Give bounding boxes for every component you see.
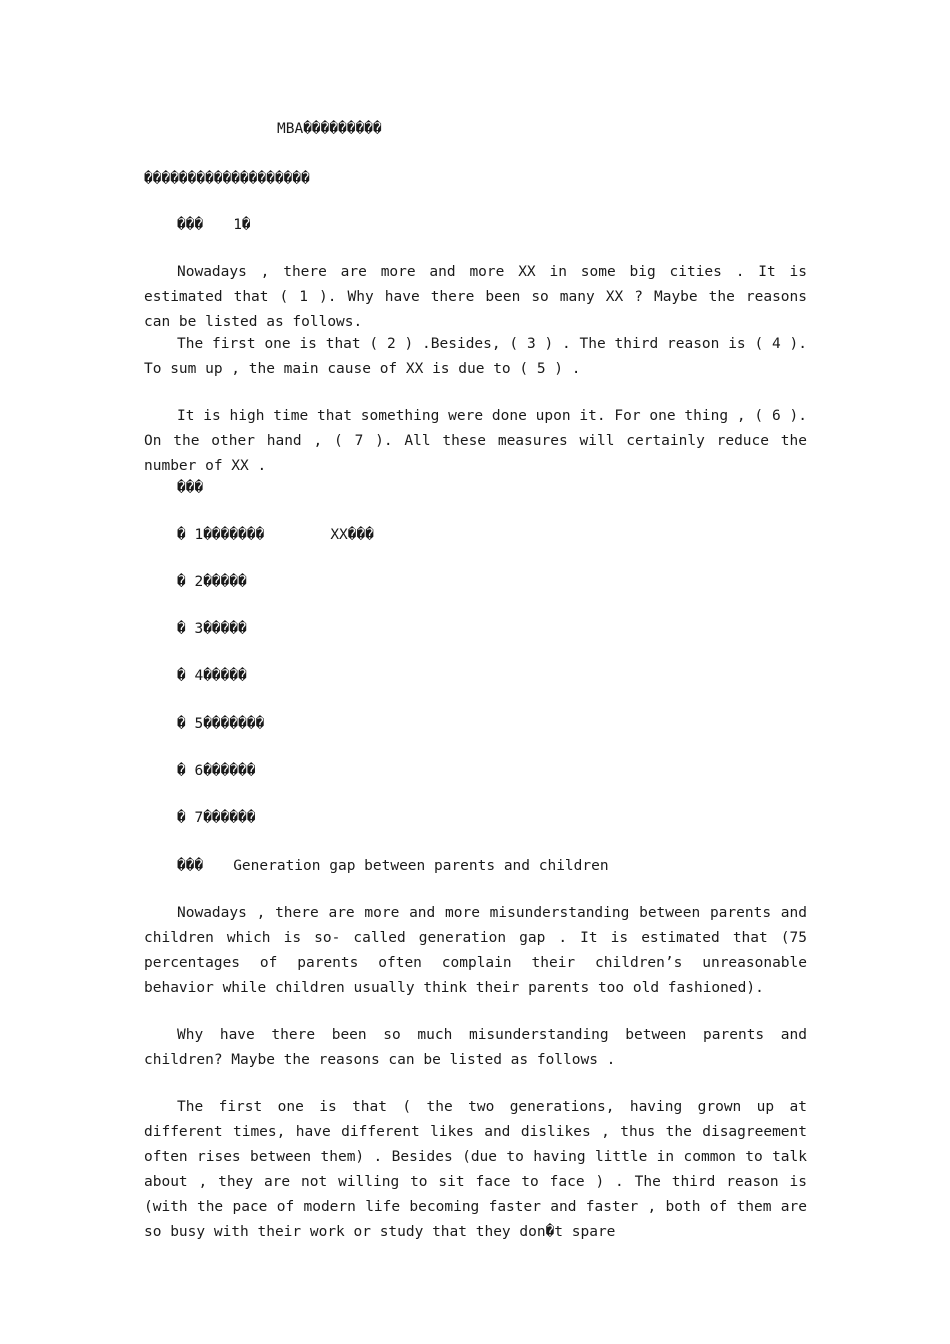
note-item: � 3����� [177,621,247,637]
example-label: ��� [177,858,204,874]
note-text: � 1������� [177,527,265,543]
document-title: MBA��������� [277,121,382,137]
example-paragraph-3: The first one is that ( the two generations, having grown up at different times, have different likes and dislikes , thus the disagreement often rises between them) . Besides (due to having little in common to talk about , they are not willing to sit face to face ) . The third reason is (with the pace of modern life becoming faster and faster , both of them are so busy with their work or study that they don�t spare [144,1099,807,1240]
template-paragraph-2: The first one is that ( 2 ) .Besides, ( 3 ) . The third reason is ( 4 ). To sum up , the main cause of XX is due to ( 5 ) . [144,336,807,377]
note-item: � 7������ [177,810,256,826]
template-number: 1� [233,217,251,233]
notes-label: ��� [177,480,204,496]
template-heading [177,213,840,238]
note-item: � 5������� [177,716,265,732]
note-extra: XX��� [330,527,374,543]
note-item: � 4����� [177,668,247,684]
template-paragraph-3: It is high time that something were done upon it. For one thing , ( 6 ). On the other hand , ( 7 ). All these measures will certainly reduce the number of XX . [144,408,807,474]
note-item [177,523,840,548]
template-label: ��� [177,217,204,233]
example-paragraph-1: Nowadays , there are more and more misunderstanding between parents and children which is so- called generation gap . It is estimated that (75 percentages of parents often complain their children’s unreasonable behavior while children usually think their parents too old fashioned). [144,905,807,996]
template-paragraph-1: Nowadays , there are more and more XX in some big cities . It is estimated that ( 1 ). Why have there been so many XX ? Maybe the reasons can be listed as follows. [144,264,807,330]
example-paragraph-2: Why have there been so much misunderstanding between parents and children? Maybe the reasons can be listed as follows . [144,1027,807,1068]
note-item: � 6������ [177,763,256,779]
note-item: � 2����� [177,574,247,590]
example-title: Generation gap between parents and children [233,858,609,874]
example-heading [177,854,840,879]
document-subtitle: ������������������� [144,171,310,187]
